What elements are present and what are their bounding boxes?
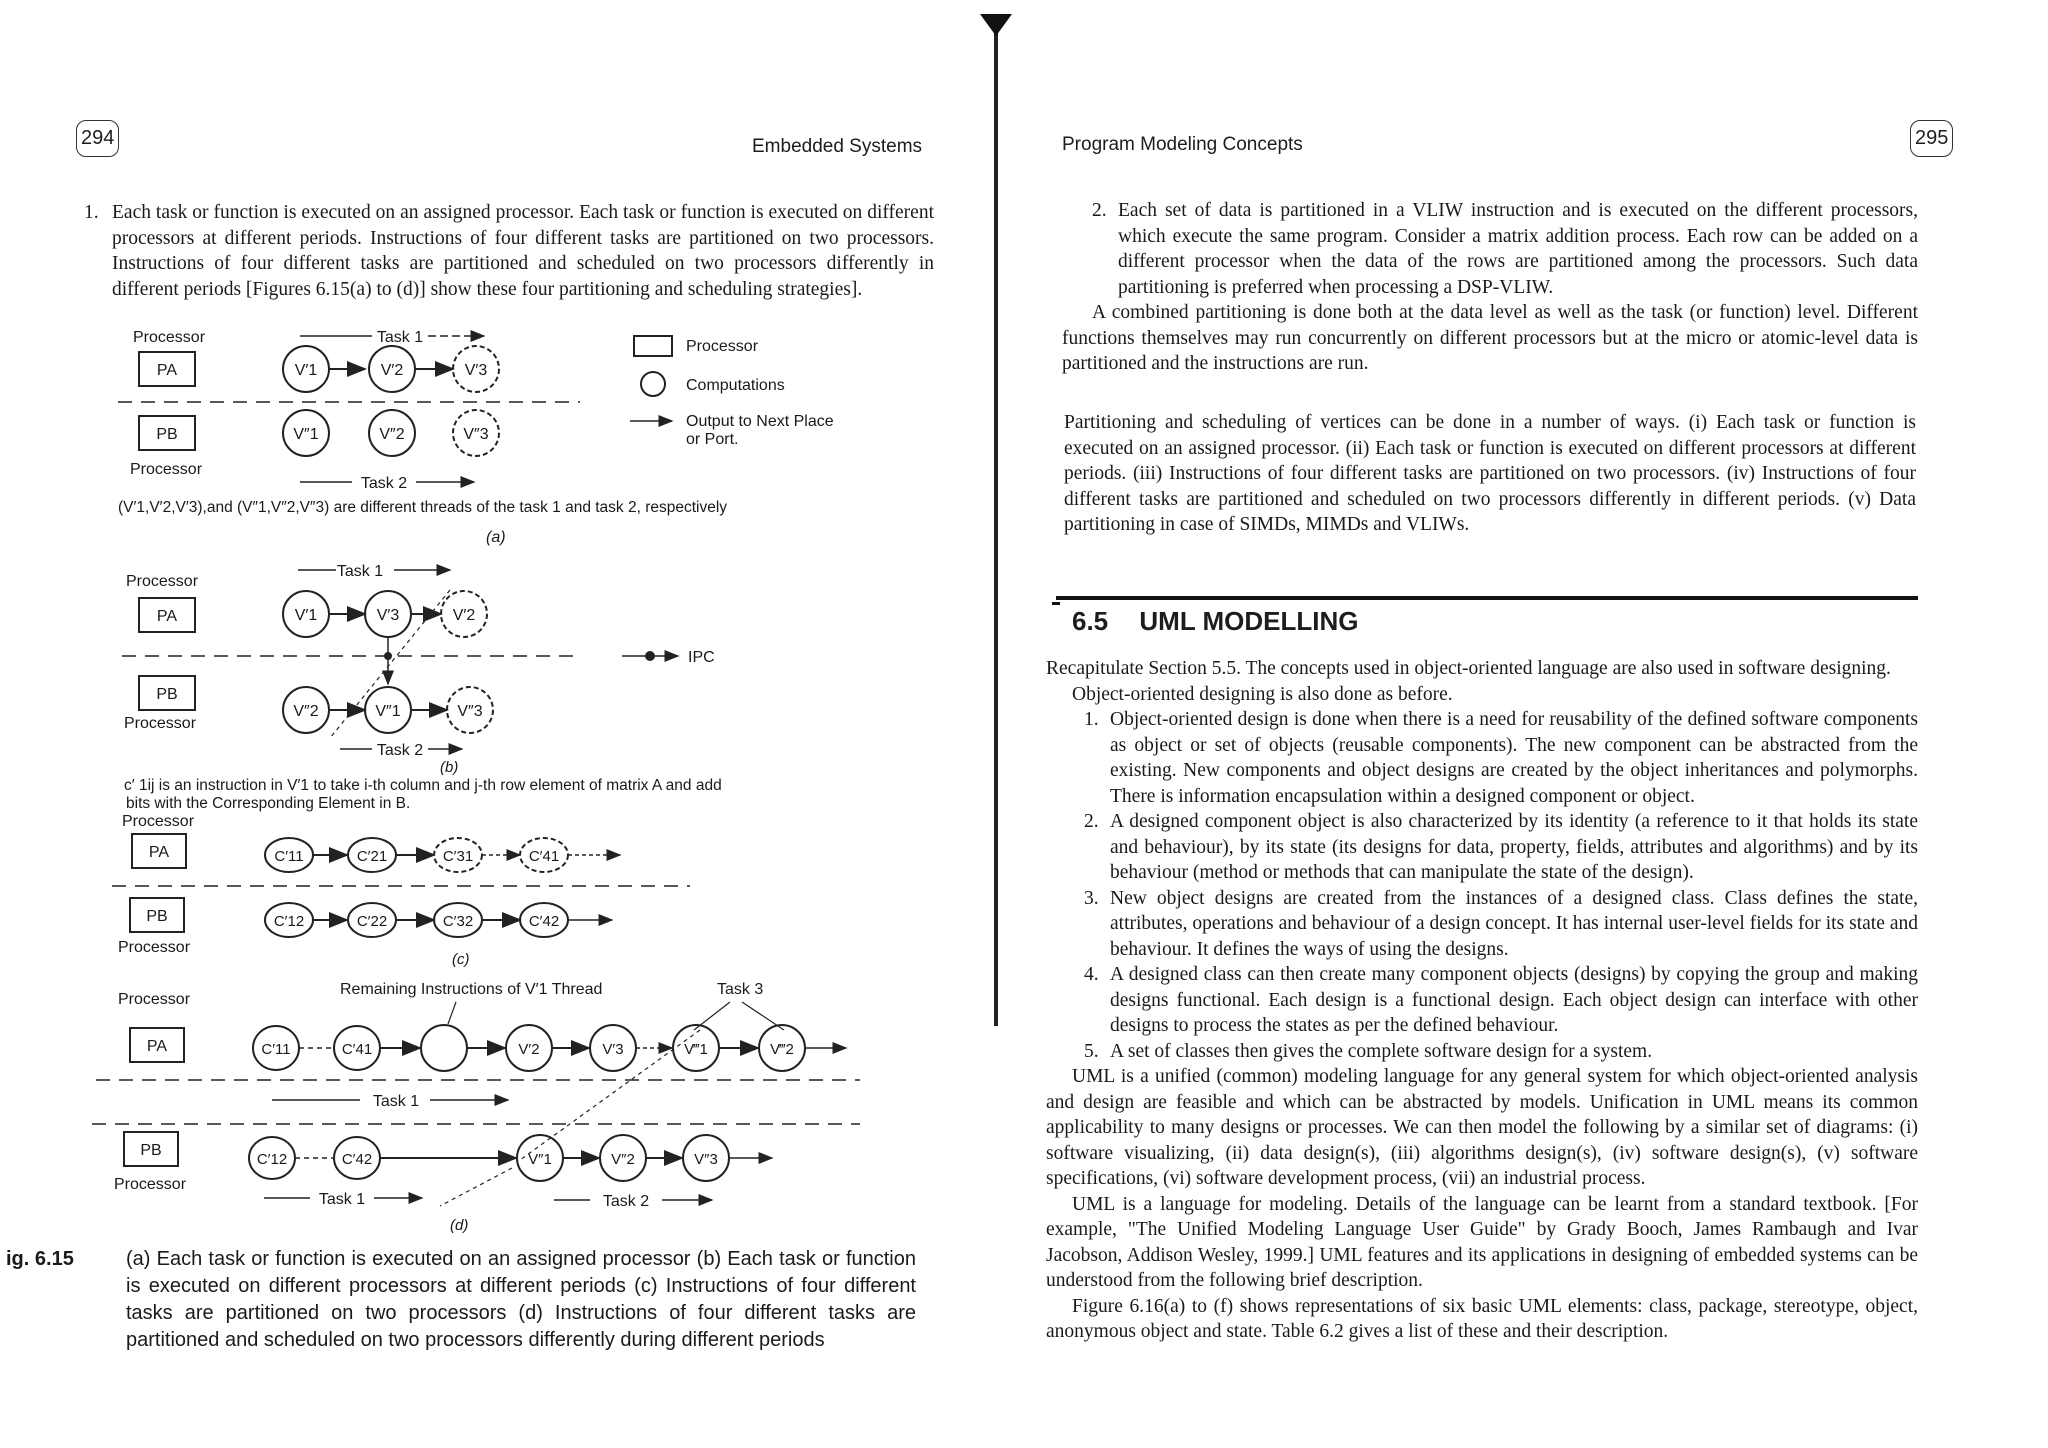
node-b-pa-1-label: V′1 bbox=[294, 607, 318, 624]
task1-label-a: Task 1 bbox=[376, 329, 424, 346]
pa-label-b: PA bbox=[156, 608, 178, 625]
legend-ipc-label: IPC bbox=[688, 649, 715, 666]
pb-label-b: PB bbox=[156, 686, 178, 703]
node-d-pa-6-label: V‴1 bbox=[684, 1041, 708, 1058]
node-c-pa-4-label: C′41 bbox=[528, 848, 560, 865]
uml-list-item-5 bbox=[1046, 1039, 1918, 1065]
proc-label-c-bottom: Processor bbox=[118, 939, 191, 956]
node-b-pb-1-label: V″2 bbox=[293, 703, 319, 720]
task2-label-a: Task 2 bbox=[360, 475, 408, 492]
node-c-pb-2-label: C′22 bbox=[356, 913, 388, 930]
list-text: New object designs are created from the instances of a designed class. Class defines the state, attributes, operations and behaviour of a design concept. It has internal user-level fields for its state and behaviour. It defines the ways of using the designs. bbox=[1110, 887, 1918, 960]
section-heading bbox=[1072, 606, 1358, 637]
node-d-pa-2-label: C′41 bbox=[341, 1041, 373, 1058]
left-page bbox=[0, 0, 1000, 1448]
para-summary: Partitioning and scheduling of vertices can be done in a number of ways. (i) Each task or function is executed on an assigned processor. (ii) Each task or function is executed on different processors at different periods. (iii) Instructions of four different tasks are partitioned on two processors. (iv) Instructions of four different tasks are partitioned and scheduled on two processors differently in different periods. (v) Data partitioning in case of SIMDs, MIMDs and VLIWs. bbox=[1064, 412, 1916, 535]
para-combined: A combined partitioning is done both at the data level as well as the task (or function) level. Different functions themselves may run concurrently on different processors but at the micro or atomic-level data is partitioned and the instructions are run. bbox=[1062, 302, 1918, 374]
node-b-pb-3-label: V″3 bbox=[457, 703, 483, 720]
proc-label-b-bottom: Processor bbox=[124, 715, 197, 732]
proc-label-d-bottom: Processor bbox=[114, 1176, 187, 1193]
node-c-pb-3-label: C′32 bbox=[442, 913, 474, 930]
task1-label-b: Task 1 bbox=[336, 563, 384, 580]
node-d-pa-4-label: V′2 bbox=[518, 1041, 540, 1058]
fig-a-label: (a) bbox=[486, 529, 506, 546]
list-text: A set of classes then gives the complete software design for a system. bbox=[1110, 1040, 1653, 1062]
task1-label-d-bottom: Task 1 bbox=[318, 1191, 366, 1208]
task2-label-b: Task 2 bbox=[376, 742, 424, 759]
node-b-pa-2-label: V′3 bbox=[376, 607, 400, 624]
pb-label-d: PB bbox=[140, 1142, 162, 1159]
para-recap-2: Object-oriented designing is also done as before. bbox=[1072, 683, 1453, 705]
pa-label-a: PA bbox=[156, 362, 178, 379]
right-top-block bbox=[1062, 198, 1918, 377]
legend-computations-label: Computations bbox=[686, 377, 785, 394]
list-number: 3. bbox=[1084, 887, 1099, 909]
list-text: Each task or function is executed on an assigned processor. Each task or function is executed on different processors at different periods. Instructions of four different tasks are partitioned on two processors. Instructions of four different tasks are partitioned and scheduled on two processors differently in different periods [Figures 6.15(a) to (d)] show these four partitioning and scheduling strategies]. bbox=[112, 202, 934, 300]
node-a-pb-1-label: V″1 bbox=[293, 426, 319, 443]
page-number-left: 294 bbox=[76, 120, 119, 157]
figure-6-15 bbox=[0, 0, 1000, 1448]
node-a-pa-2-label: V′2 bbox=[380, 362, 404, 379]
legend-output-line2: or Port. bbox=[686, 431, 739, 448]
node-c-pa-2-label: C′21 bbox=[356, 848, 388, 865]
para-uml-2: UML is a language for modeling. Details of the language can be learnt from a standard textbook. [For example, "The Unified Modeling Language User Guide" by Grady Booch, James Rambaugh and Ivar Jacobson, Addison Wesley, 1999.] UML features and its applications in designing of embedded systems can be understood from the following brief description. bbox=[1046, 1193, 1918, 1291]
task3-label-d: Task 3 bbox=[717, 981, 764, 998]
section-number: 6.5 bbox=[1072, 606, 1109, 636]
fig-b-label: (b) bbox=[440, 759, 459, 776]
proc-label-a-top: Processor bbox=[133, 329, 206, 346]
node-c-pa-3-label: C′31 bbox=[442, 848, 474, 865]
node-c-pb-4-label: C′42 bbox=[528, 913, 560, 930]
proc-label-a-bottom: Processor bbox=[130, 461, 203, 478]
node-d-pa-3 bbox=[421, 1025, 467, 1071]
running-head-left: Embedded Systems bbox=[752, 136, 923, 157]
list-text: A designed class can then create many component objects (designs) by copying the group and making designs functional. Each design is a functional design. Each object design can interface with other designs to process the states as per the defined behaviour. bbox=[1110, 964, 1918, 1036]
pa-label-d: PA bbox=[146, 1038, 168, 1055]
node-c-pa-1-label: C′11 bbox=[274, 848, 304, 865]
para-uml-1: UML is a unified (common) modeling language for any general system for which object-oriented analysis and design are feasible and which can be abstracted by models. Unification in UML means its common applicability to many designs or processes. We can then model the following by a similar set of diagrams: (i) software visualizing, (ii) data design(s), (iii) algorithms design(s), (iv) software design(s), (v) software specifications, (vi) software development process, (vii) an industrial process. bbox=[1046, 1066, 1918, 1189]
node-a-pb-2-label: V″2 bbox=[379, 426, 405, 443]
proc-label-c-top: Processor bbox=[122, 813, 195, 830]
pb-label-c: PB bbox=[146, 908, 168, 925]
figure-caption-text: (a) Each task or function is executed on an assigned processor (b) Each task or function is executed on different processors at different periods (c) Instructions of four different tasks are partitioned on two processors (d) Instructions of four different tasks are partitioned and scheduled on two processors differently during different periods bbox=[126, 1248, 916, 1351]
node-b-pa-3-label: V′2 bbox=[452, 607, 476, 624]
list-text: Each set of data is partitioned in a VLIW instruction and is executed on the different processors, which execute the same program. Consider a matrix addition process. Each row can be added on a different processor when the data of the rows are partitioned among the processors. Such data partitioning is preferred when processing a DSP-VLIW. bbox=[1118, 200, 1918, 298]
fig-c-note-line2: bits with the Corresponding Element in B. bbox=[126, 795, 411, 812]
node-d-pa-7-label: V‴2 bbox=[770, 1041, 794, 1058]
list-item-2 bbox=[1062, 198, 1918, 300]
uml-list-item-1 bbox=[1046, 707, 1918, 809]
list-number: 5. bbox=[1084, 1040, 1099, 1062]
list-number: 2. bbox=[1084, 811, 1099, 832]
node-d-pb-1-label: C′12 bbox=[256, 1151, 288, 1168]
section-rule bbox=[1056, 596, 1918, 600]
uml-list-item-4 bbox=[1046, 962, 1918, 1039]
uml-list-item-3 bbox=[1046, 886, 1918, 963]
list-number: 4. bbox=[1084, 964, 1099, 985]
proc-label-d-top: Processor bbox=[118, 991, 191, 1008]
fig-c-label: (c) bbox=[452, 951, 470, 968]
legend-output-line1: Output to Next Place bbox=[686, 413, 834, 430]
fig-c-note-line1: c′ 1ij is an instruction in V′1 to take i-th column and j-th row element of matrix A and add bbox=[124, 777, 722, 794]
section-title: UML MODELLING bbox=[1139, 606, 1359, 636]
uml-list-item-2 bbox=[1046, 809, 1918, 886]
pb-label-a: PB bbox=[156, 426, 178, 443]
legend-processor-label: Processor bbox=[686, 338, 759, 355]
pa-label-c: PA bbox=[148, 844, 170, 861]
list-text: Object-oriented design is done when there is a need for reusability of the defined software components as object or set of objects (reusable components). The new component can be abstracted from the existing. New components and object designs are created by the object inheritances and polymorphs. There is information encapsulation within a designed component or object. bbox=[1110, 709, 1918, 807]
page-number-right: 295 bbox=[1910, 120, 1953, 157]
node-d-pb-3-label: V″1 bbox=[528, 1151, 552, 1168]
para-recap-1: Recapitulate Section 5.5. The concepts used in object-oriented language are also used in software designing. bbox=[1046, 658, 1891, 679]
para-fig-6-16: Figure 6.16(a) to (f) shows representations of six basic UML elements: class, package, stereotype, object, anonymous object and state. Table 6.2 gives a list of these and their description. bbox=[1046, 1295, 1918, 1342]
fig-d-label: (d) bbox=[450, 1217, 469, 1234]
figure-caption-label: ig. 6.15 bbox=[6, 1248, 74, 1270]
list-text: A designed component object is also characterized by its identity (a reference to it that holds its state and behaviour), by its state (its designs for data, property, fields, attributes and algorithms) and by its behaviour (method or methods that can manipulate the state of the design). bbox=[1110, 811, 1918, 883]
node-d-pb-2-label: C′42 bbox=[341, 1151, 373, 1168]
task2-label-d: Task 2 bbox=[602, 1193, 650, 1210]
right-page bbox=[1000, 0, 2048, 1448]
section-rule-tick bbox=[1052, 602, 1060, 605]
list-number: 1. bbox=[1084, 709, 1099, 730]
node-a-pb-3-label: V″3 bbox=[463, 426, 489, 443]
node-c-pb-1-label: C′12 bbox=[273, 913, 305, 930]
list-number: 2. bbox=[1092, 200, 1107, 221]
node-a-pa-3-label: V′3 bbox=[464, 362, 488, 379]
proc-label-b-top: Processor bbox=[126, 573, 199, 590]
figure-caption bbox=[6, 1246, 916, 1354]
legend-processor-icon bbox=[634, 336, 672, 356]
list-number: 1. bbox=[84, 202, 99, 223]
node-a-pa-1-label: V′1 bbox=[294, 362, 318, 379]
node-d-pa-5-label: V′3 bbox=[602, 1041, 624, 1058]
legend-computations-icon bbox=[641, 372, 665, 396]
task1-label-d-mid: Task 1 bbox=[372, 1093, 420, 1110]
node-d-pa-1-label: C′11 bbox=[261, 1041, 291, 1058]
running-head-right: Program Modeling Concepts bbox=[1062, 134, 1303, 155]
uml-body bbox=[1046, 656, 1918, 1345]
node-d-pb-5-label: V″3 bbox=[694, 1151, 718, 1168]
remaining-label: Remaining Instructions of V′1 Thread bbox=[340, 981, 603, 998]
node-b-pb-2-label: V″1 bbox=[375, 703, 401, 720]
fig-a-note: (V′1,V′2,V′3),and (V″1,V″2,V″3) are different threads of the task 1 and task 2, respectively bbox=[118, 499, 728, 516]
node-d-pb-4-label: V″2 bbox=[611, 1151, 635, 1168]
page-gutter bbox=[994, 26, 998, 1026]
